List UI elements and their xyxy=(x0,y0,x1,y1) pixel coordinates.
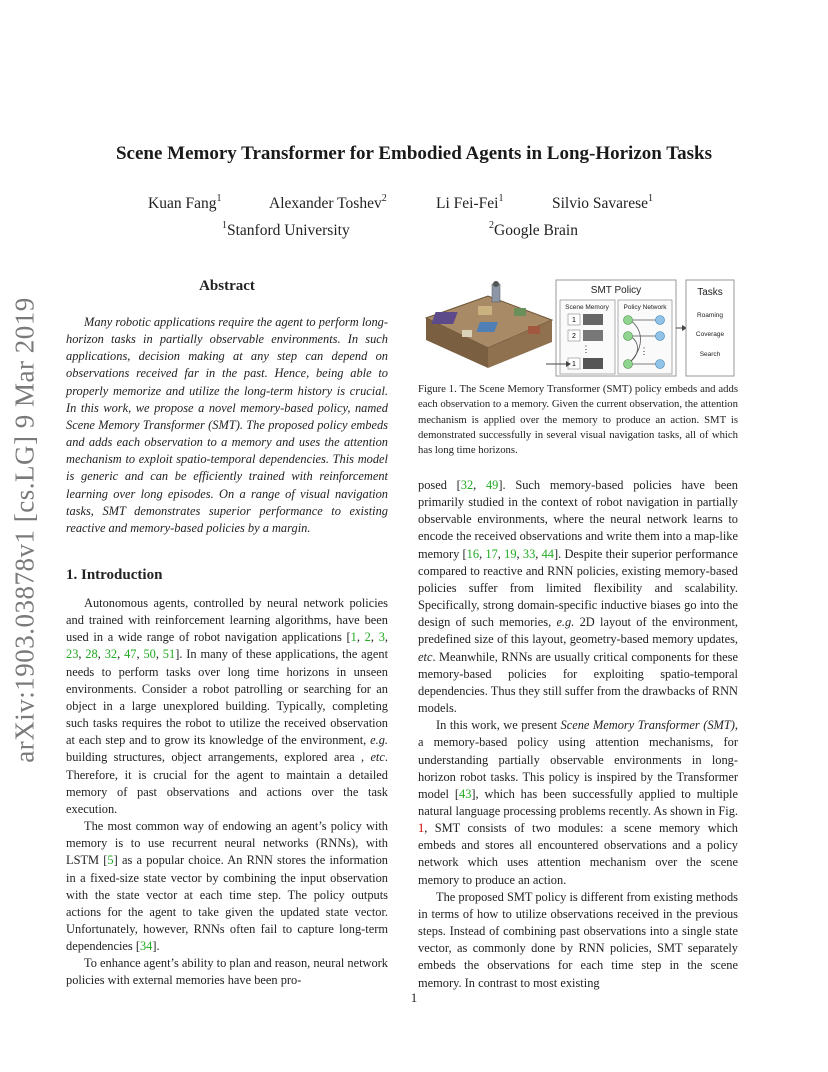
svg-text:2: 2 xyxy=(572,333,576,340)
figure-diagram xyxy=(418,278,736,378)
svg-text:1: 1 xyxy=(572,317,576,324)
citation[interactable]: 47 xyxy=(124,647,137,662)
author-4: Silvio Savarese$^1$ xyxy=(552,193,653,212)
task-label: Search xyxy=(699,351,721,358)
author-3: Li Fei-Fei$^1$ xyxy=(436,193,504,212)
citation[interactable]: 34 xyxy=(139,939,153,954)
tasks-title: Tasks xyxy=(697,287,723,298)
citation[interactable]: 44 xyxy=(541,546,554,561)
citation[interactable]: 28 xyxy=(85,647,98,662)
body-paragraph: The proposed SMT policy is different from existing methods in terms of how to utilize observations received in the previous steps. Instead of combining past observations into a single state vector, as commonly done by RNN policies, SMT separately embeds the observations for each time step in the scene memory. In contrast to most existing xyxy=(418,889,738,990)
intro-paragraph: The most common way of endowing an agent’s policy with memory is to use recurrent neural networks (RNNs), with LSTM [5] as a popular choice. An RNN stores the information in a fixed-size state vector by combining the input observation with the state vector at each time step. The policy outputs actions for the agent to take given the updated state vector. Unfortunately, however, RNNs often fail to capture long-term dependencies [34]. xyxy=(66,819,388,954)
author-1: Kuan Fang$^1$ xyxy=(148,193,222,212)
abstract-heading: Abstract xyxy=(199,278,255,294)
intro-paragraph: Autonomous agents, controlled by neural network policies and trained with reinforcement learning algorithms, have been used in a wide range of robot navigation applications [1, 2, 3, 23, 28, 32, 47, 50, 51]. In many of these applications, the agent needs to perform tasks over long time horizons in unseen environments. Consider a robot patrolling or searching for an object in a large unexplored building. Typically, completing such tasks requires the robot to utilize the received observation at each step and to grow its knowledge of the environment, e.g. building structures, object arrangements, explored area , etc. Therefore, it is crucial for the agent to maintain a detailed memory of past observations and actions over the task execution. xyxy=(66,596,389,816)
citation[interactable]: 32 xyxy=(104,647,118,662)
author-2: Alexander Toshev$^2$ xyxy=(269,193,387,212)
citation[interactable]: 51 xyxy=(162,647,176,662)
arxiv-id: arXiv:1903.03878v1 [cs.LG] 9 Mar 2019 xyxy=(9,297,40,763)
svg-text:⋮: ⋮ xyxy=(639,346,649,356)
body-paragraph: In this work, we present Scene Memory Transformer (SMT), a memory-based policy using attention mechanisms, for understanding partially observable environments in long-horizon robot tasks. This policy is inspired by the Transformer model [43], which has been successfully applied to multiple natural language processing problems recently. As shown in Fig. 1, SMT consists of two modules: a scene memory which embeds and stores all encountered observations and a policy network which uses attention mechanism over the scene memory to produce an action. xyxy=(418,718,739,887)
figure-caption: Figure 1. The Scene Memory Transformer (SMT) policy embeds and adds each observation to a memory. Given the current observation, the attention mechanism is applied over the memory to produce an action. SMT is demonstrated successfully in several visual navigation tasks, all of which has long time horizons. xyxy=(418,383,738,457)
paper-title: Scene Memory Transformer for Embodied Agents in Long-Horizon Tasks xyxy=(115,143,713,164)
citation[interactable]: 43 xyxy=(459,786,472,801)
memory-slot xyxy=(568,314,603,325)
memory-slot xyxy=(568,358,603,369)
affiliation-1: $^1$Stanford University xyxy=(222,220,350,239)
page-number: 1 xyxy=(410,990,418,1005)
scene-memory-label: Scene Memory xyxy=(565,304,609,311)
intro-paragraph: To enhance agent’s ability to plan and reason, neural network policies with external memories have been pro- xyxy=(66,956,388,988)
citation[interactable]: 5 xyxy=(107,853,114,868)
citation[interactable]: 19 xyxy=(504,546,517,561)
section-heading: 1. Introduction xyxy=(66,567,163,583)
body-paragraph: posed [32, 49]. Such memory-based policies have been primarily studied in the context of robot navigation in partially observable environments, where the neural network learns to encode the received observations and write them into a map-like memory [16, 17, 19, 33, 44]. Despite their superior performance compared to reactive and RNN policies, existing memory-based policies suffer from limited flexibility and scalability. Specifically, strong domain-specific inductive biases go into the design of such memories, e.g. 2D layout of the environment, predefined size of this layout, geometry-based memory updates, etc. Meanwhile, RNNs are usually critical components for these memory-based policies for exploiting spatio-temporal dependencies. Thus they still suffer from the drawbacks of RNN models. xyxy=(418,478,738,716)
affiliation-2: $^2$Google Brain xyxy=(489,220,578,239)
right-column xyxy=(418,477,738,992)
figure-1 xyxy=(418,278,736,378)
abstract-body xyxy=(66,314,388,537)
citation[interactable]: 1 xyxy=(350,630,357,645)
citation[interactable]: 50 xyxy=(143,647,156,662)
citation[interactable]: 49 xyxy=(485,478,499,492)
scene-render-image xyxy=(426,281,552,368)
svg-text:⋮: ⋮ xyxy=(581,344,591,354)
task-label: Roaming xyxy=(696,312,724,319)
memory-slot xyxy=(568,330,603,341)
citation[interactable]: 17 xyxy=(485,546,498,561)
arxiv-stamp xyxy=(4,290,46,770)
figure-reference[interactable]: 1 xyxy=(418,821,425,836)
citation[interactable]: 3 xyxy=(378,630,385,645)
svg-text:1: 1 xyxy=(572,361,576,368)
policy-network-label: Policy Network xyxy=(623,304,667,311)
citation[interactable]: 16 xyxy=(466,546,480,561)
citation[interactable]: 33 xyxy=(522,546,536,561)
task-label: Coverage xyxy=(695,331,725,338)
citation[interactable]: 23 xyxy=(66,647,79,662)
citation[interactable]: 2 xyxy=(364,630,371,645)
abstract-text: Many robotic applications require the agent to perform long-horizon tasks in partially observable environments. In such applications, decision making at any step can depend on observations received far in the past. Hence, being able to properly memorize and utilize the long-term history is crucial. In this work, we propose a novel memory-based policy, named Scene Memory Transformer (SMT). The proposed policy embeds and adds each observation to a memory and uses the attention mechanism to exploit spatio-temporal dependencies. This model is generic and can be efficiently trained with reinforcement learning over long episodes. On a range of visual navigation tasks, SMT demonstrates superior performance to existing reactive and memory-based policies by a margin. xyxy=(66,315,388,535)
policy-title: SMT Policy xyxy=(590,285,642,296)
citation[interactable]: 32 xyxy=(460,478,474,492)
intro-column xyxy=(66,595,388,990)
